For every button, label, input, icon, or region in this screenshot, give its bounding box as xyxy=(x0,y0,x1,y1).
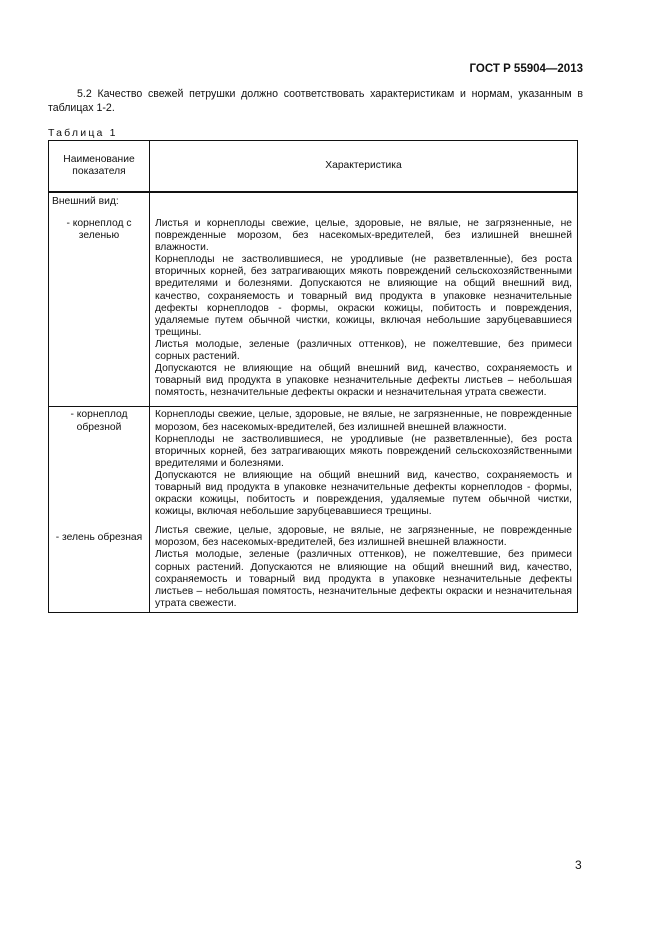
col-header-characteristic: Характеристика xyxy=(150,141,578,193)
row-name: - зелень обрезная xyxy=(55,531,143,543)
description-paragraph: Корнеплоды не застволившиеся, не уродливые (не разветвленные), без роста вторичных корней, без затрагивающих мякоть повреждений сельскохозяйственными вредителями и болезнями. xyxy=(155,433,572,469)
intro-paragraph: 5.2 Качество свежей петрушки должно соответствовать характеристикам и нормам, указанным в таблицах 1-2. xyxy=(48,88,583,114)
table-row xyxy=(49,192,578,407)
description-paragraph: Листья молодые, зеленые (различных оттенков), не пожелтевшие, без примеси сорных растений. Допускаются не влияющие на общий внешний вид, качество, сохраняемость и товарный вид продукта в упаковке незначительные дефекты листьев – небольшая помятость, незначительные дефекты окраски и незначительная утрата свежести. xyxy=(155,549,572,609)
table-caption: Таблица 1 xyxy=(48,127,118,139)
description-paragraph: Корнеплоды свежие, целые, здоровые, не вялые, не загрязненные, не поврежденные морозом, без насекомых-вредителей, без излишней внешней влажности. xyxy=(155,409,572,433)
description-paragraph: Листья свежие, целые, здоровые, не вялые, не загрязненные, не поврежденные морозом, без насекомых-вредителей, без излишней внешней влажности. xyxy=(155,525,572,549)
row-name-cell xyxy=(49,192,150,407)
page-number: 3 xyxy=(575,858,582,872)
description-paragraph: Корнеплоды не застволившиеся, не уродливые (не разветвленные), без роста вторичных корней, без затрагивающих мякоть повреждений сельскохозяйственными вредителями и болезнями. Допускаются не влияющие на общий внешний вид, качество, сохраняемость и товарный вид продукта в упаковке незначительные дефекты корнеплодов - формы, окраски кожицы, побитость и повреждения, удаляемые путем обычной чистки, кожицы, включая небольшие зарубцевавшиеся трещины. xyxy=(155,254,572,338)
table-header-row xyxy=(49,141,578,193)
row-name: - корнеплод с зеленью xyxy=(66,218,132,242)
description-paragraph: Допускаются не влияющие на общий внешний вид, качество, сохраняемость и товарный вид продукта в упаковке незначительные дефекты корнеплодов - формы, окраски кожицы, побитость и повреждения, удаляемые путем обычной чистки, кожицы, включая небольшие зарубцевавшиеся трещины. xyxy=(155,469,572,518)
description-paragraph: Листья и корнеплоды свежие, целые, здоровые, не вялые, не загрязненные, не поврежденные морозом, без насекомых-вредителей, без излишней внешней влажности. xyxy=(155,218,572,254)
row-name-cell xyxy=(49,407,150,613)
col-header-indicator: Наименование показателя xyxy=(49,141,150,193)
characteristics-table xyxy=(48,140,578,613)
standard-number: ГОСТ Р 55904—2013 xyxy=(469,63,583,75)
row-description-cell xyxy=(150,407,578,613)
description-paragraph: Допускаются не влияющие на общий внешний вид, качество, сохраняемость и товарный вид продукта в упаковке незначительные дефекты листьев – небольшая помятость, незначительные дефекты окраски и незначительная утрата свежести. xyxy=(155,363,572,399)
group-title: Внешний вид: xyxy=(52,196,119,207)
table-row xyxy=(49,407,578,613)
description-paragraph: Листья молодые, зеленые (различных оттенков), не пожелтевшие, без примеси сорных растений. xyxy=(155,338,572,363)
row-description-cell xyxy=(150,192,578,407)
row-name: - корнеплод обрезной xyxy=(70,409,128,433)
